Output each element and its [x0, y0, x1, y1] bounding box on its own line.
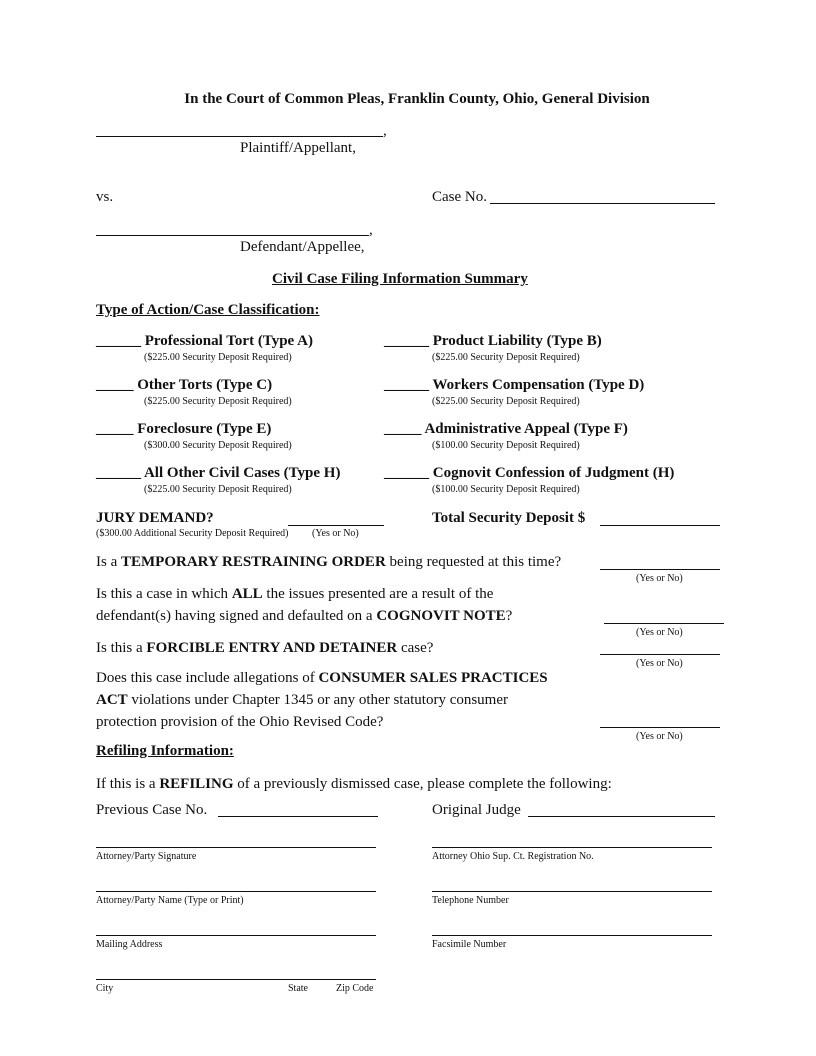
case-type-d-label: Workers Compensation (Type D)	[432, 377, 645, 393]
case-type-f-label: Administrative Appeal (Type F)	[424, 421, 628, 437]
jury-demand-note: ($300.00 Additional Security Deposit Required)	[96, 528, 289, 539]
plaintiff-label: Plaintiff/Appellant,	[240, 140, 356, 156]
question-consumer-line2: ACT violations under Chapter 1345 or any other statutory consumer	[96, 692, 509, 708]
vs-label: vs.	[96, 189, 114, 205]
case-type-h-blank[interactable]: ______	[96, 465, 141, 481]
case-type-h[interactable]	[96, 465, 340, 482]
plaintiff-name-field[interactable]	[96, 136, 383, 137]
refiling-intro: If this is a REFILING of a previously dismissed case, please complete the following:	[96, 776, 612, 792]
city-label: City	[96, 983, 114, 994]
case-type-c-label: Other Torts (Type C)	[137, 377, 273, 393]
case-type-e-label: Foreclosure (Type E)	[137, 421, 272, 437]
question-cognovit-line1: Is this a case in which ALL the issues presented are a result of the	[96, 586, 494, 602]
case-type-b[interactable]	[384, 333, 602, 350]
party-name-field[interactable]	[96, 891, 376, 892]
refiling-heading: Refiling Information:	[96, 743, 234, 759]
original-judge-label: Original Judge	[432, 802, 521, 818]
case-type-b-label: Product Liability (Type B)	[432, 333, 602, 349]
case-type-c-note: ($225.00 Security Deposit Required)	[144, 396, 292, 407]
attorney-signature-label: Attorney/Party Signature	[96, 851, 197, 862]
zip-label: Zip Code	[336, 983, 374, 994]
case-type-cognovit[interactable]	[384, 465, 674, 482]
case-type-cognovit-blank[interactable]: ______	[384, 465, 429, 481]
state-label: State	[288, 983, 308, 994]
case-type-d[interactable]	[384, 377, 644, 394]
case-type-c-blank[interactable]: _____	[96, 377, 134, 393]
case-type-b-blank[interactable]: ______	[384, 333, 429, 349]
case-type-e-blank[interactable]: _____	[96, 421, 134, 437]
total-deposit-field[interactable]	[600, 525, 720, 526]
defendant-comma: ,	[369, 222, 373, 238]
defendant-label: Defendant/Appellee,	[240, 239, 365, 255]
facsimile-field[interactable]	[432, 935, 712, 936]
case-type-a-label: Professional Tort (Type A)	[144, 333, 313, 349]
classification-heading: Type of Action/Case Classification:	[96, 302, 320, 318]
original-judge-field[interactable]	[528, 816, 715, 817]
jury-demand-field[interactable]	[288, 525, 384, 526]
question-consumer-line3: protection provision of the Ohio Revised Code?	[96, 714, 384, 730]
jury-yes-no-hint: (Yes or No)	[312, 528, 359, 539]
telephone-field[interactable]	[432, 891, 712, 892]
case-type-f-blank[interactable]: _____	[384, 421, 422, 437]
case-type-b-note: ($225.00 Security Deposit Required)	[432, 352, 580, 363]
case-type-e-note: ($300.00 Security Deposit Required)	[144, 440, 292, 451]
previous-case-field[interactable]	[218, 816, 378, 817]
case-no-label: Case No.	[432, 189, 487, 205]
mailing-address-label: Mailing Address	[96, 939, 163, 950]
registration-no-field[interactable]	[432, 847, 712, 848]
case-type-a[interactable]	[96, 333, 313, 350]
cognovit-answer-field[interactable]	[604, 623, 724, 624]
case-type-h-label: All Other Civil Cases (Type H)	[143, 465, 341, 481]
case-no-field[interactable]	[490, 203, 715, 204]
question-tro: Is a TEMPORARY RESTRAINING ORDER being requested at this time?	[96, 554, 562, 570]
total-deposit-label: Total Security Deposit $	[432, 510, 586, 526]
question-forcible-entry: Is this a FORCIBLE ENTRY AND DETAINER case?	[96, 640, 434, 656]
registration-no-label: Attorney Ohio Sup. Ct. Registration No.	[432, 851, 594, 862]
attorney-signature-field[interactable]	[96, 847, 376, 848]
city-state-zip-field[interactable]	[96, 979, 376, 980]
telephone-label: Telephone Number	[432, 895, 509, 906]
case-type-cognovit-label: Cognovit Confession of Judgment (H)	[432, 465, 675, 481]
case-type-e[interactable]	[96, 421, 271, 438]
case-type-f-note: ($100.00 Security Deposit Required)	[432, 440, 580, 451]
jury-demand-label: JURY DEMAND?	[96, 510, 214, 526]
question-consumer-line1: Does this case include allegations of CONSUMER SALES PRACTICES	[96, 670, 548, 686]
tro-answer-field[interactable]	[600, 569, 720, 570]
previous-case-label: Previous Case No.	[96, 802, 208, 818]
party-name-label: Attorney/Party Name (Type or Print)	[96, 895, 244, 906]
consumer-answer-field[interactable]	[600, 727, 720, 728]
facsimile-label: Facsimile Number	[432, 939, 507, 950]
question-cognovit-line2: defendant(s) having signed and defaulted on a COGNOVIT NOTE?	[96, 608, 513, 624]
form-title: Civil Case Filing Information Summary	[272, 271, 528, 287]
case-type-h-note: ($225.00 Security Deposit Required)	[144, 484, 292, 495]
consumer-yes-no-hint: (Yes or No)	[636, 731, 683, 742]
cognovit-yes-no-hint: (Yes or No)	[636, 627, 683, 638]
case-type-a-blank[interactable]: ______	[96, 333, 141, 349]
case-type-f[interactable]	[384, 421, 628, 438]
mailing-address-field[interactable]	[96, 935, 376, 936]
case-type-c[interactable]	[96, 377, 272, 394]
forcible-entry-yes-no-hint: (Yes or No)	[636, 658, 683, 669]
plaintiff-comma: ,	[383, 123, 387, 139]
forcible-entry-answer-field[interactable]	[600, 654, 720, 655]
defendant-name-field[interactable]	[96, 235, 369, 236]
case-type-a-note: ($225.00 Security Deposit Required)	[144, 352, 292, 363]
tro-yes-no-hint: (Yes or No)	[636, 573, 683, 584]
case-type-d-note: ($225.00 Security Deposit Required)	[432, 396, 580, 407]
case-type-cognovit-note: ($100.00 Security Deposit Required)	[432, 484, 580, 495]
case-type-d-blank[interactable]: ______	[384, 377, 429, 393]
court-title: In the Court of Common Pleas, Franklin County, Ohio, General Division	[184, 91, 650, 107]
